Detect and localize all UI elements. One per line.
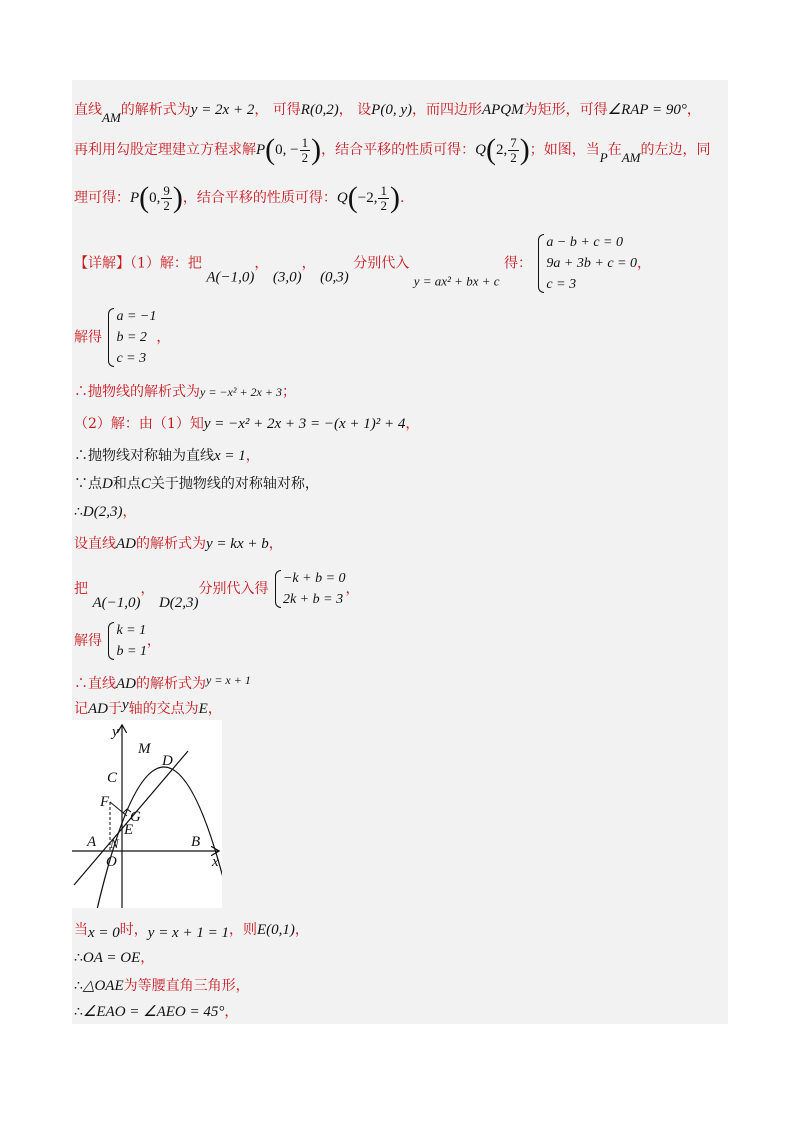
text: 轴的交点为 [128,701,199,717]
text: 的左边，同 [640,142,711,158]
text: 直线 [74,102,102,118]
text: 设直线 [74,536,116,552]
text: ，而四边形 [411,102,482,118]
math-coord: 0, [149,190,161,206]
text: 于 [108,701,122,717]
solution-line-11 [74,670,251,694]
math-line-eq: y = kx + b [206,536,269,552]
equation-system: a − b + c = 0 9a + 3b + c = 0 c = 3 [536,232,637,295]
text: ，则 [228,922,257,938]
text: 时， [119,922,148,938]
math-line-am-eq: y = 2x + 2 [190,102,255,118]
solution-line-12: 记AD于y轴的交点为E， [74,697,222,717]
math-ad: AD [116,536,136,552]
detail-tag: 【详解】 [74,255,130,272]
math-parabola-general: y = ax² + bx + c [413,273,500,289]
solution-line-7: ∴D(2,3)， [74,504,137,520]
math-coord: −2, [357,190,378,206]
analysis-line-2: 再利用勾股定理建立方程求解P(0, − $\frac{1}{2}$ )，结合平移的性质可得：Q(2, $\frac{7}{2}$ )；如图，当P在AM的左边，同 [74,133,711,166]
text: 解得 [74,329,102,346]
math-am: AM [621,150,641,165]
label-x: x [212,854,219,870]
math-line-ad: y = x + 1 [206,673,251,687]
math-q: Q [336,190,348,206]
text: . [399,190,405,206]
math-point-b: (3,0) [272,269,302,286]
fraction: $\frac{7}{2}$ [510,134,517,165]
math-point-c: (0,3) [320,269,349,286]
text: 再利用勾股定理建立方程求解 [74,142,256,158]
text: 把 [74,581,88,597]
figure-svg [72,720,222,908]
fraction: $\frac{1}{2}$ [301,134,309,165]
math-angle-rap: ∠RAP = 90° [607,102,687,118]
label-f: F [100,794,110,810]
math-point-a: A(−1,0) [206,269,255,286]
label-m: M [138,741,151,757]
text: 关于抛物线的对称轴对称， [150,476,319,492]
solution-line-1: 【详解】（1）解：把 A(−1,0)， (3,0)， (0,3) 分别代入 y = ax² + bx + c 得： a − b + c = 0 9a + 3b + c = 0 c = 3 ， [74,232,651,295]
math-point-p: P(0, y) [371,102,412,118]
math-coord: 0, − [275,142,299,158]
math-p: P [599,150,608,165]
text: 理可得： [74,190,130,206]
analysis-line-1 [74,100,701,128]
text: ；如图，当 [529,142,600,158]
label-a: A [87,834,97,850]
text: 为矩形，可得 [523,102,608,118]
math-am: AM [102,110,121,125]
equation-system: a = −1 b = 2 c = 3 [106,306,156,369]
equation-system: −k + b = 0 2k + b = 3 [273,568,346,610]
math-triangle: △OAE [82,978,124,994]
math-ad: AD [116,676,136,692]
text: ∴抛物线对称轴为直线 [74,448,214,464]
math-apqm: APQM [481,102,524,118]
fraction: $\frac{1}{2}$ [380,182,387,213]
text: （2）解：由（1）知 [74,416,204,432]
solution-line-8: 设直线AD的解析式为y = kx + b， [74,536,283,552]
math-axis: x = 1 [214,448,246,464]
math-point-e: E(0,1) [256,922,295,938]
math-c: C [140,476,151,492]
solution-line-13: 当x = 0时，y = x + 1 = 1，则E(0,1)， [74,922,309,941]
text: ，结合平移的性质可得： [321,142,476,158]
text: 当 [74,922,88,938]
fraction: $\frac{9}{2}$ [163,182,170,213]
label-e: E [124,822,134,838]
label-d: D [162,753,173,769]
text: 记 [74,701,88,717]
math-point-d: D(2,3) [82,504,123,520]
text: ∴直线 [74,676,116,692]
math-oa-oe: OA = OE [82,950,141,966]
math-vertex-form: y = −x² + 2x + 3 = −(x + 1)² + 4 [203,416,406,432]
label-y: y [112,724,119,740]
solution-line-16: ∴∠EAO = ∠AEO = 45°， [74,1004,239,1020]
label-o: O [106,854,117,870]
text: 的解析式为 [136,536,206,552]
segment-fg [110,802,127,816]
text: 分别代入得 [198,581,269,597]
math-p: P [130,190,140,206]
math-point-a: A(−1,0) [92,595,141,611]
solution-line-3: ∴抛物线的解析式为y = −x² + 2x + 3； [74,384,296,400]
text: 在 [607,142,622,158]
text: 的解析式为 [136,676,206,692]
math-e: E [198,701,208,717]
text: 为等腰直角三角形， [123,978,250,994]
solution-line-9: 把 A(−1,0)， D(2,3)分别代入得 −k + b = 0 2k + b = 3 ， [74,568,360,613]
text: 分别代入 [353,255,410,272]
analysis-line-3: 理可得：P(0, $\frac{9}{2}$ )，结合平移的性质可得：Q(−2, $\frac{1}{2}$ ). [74,181,405,214]
math-coord: 2, [495,142,508,158]
equation-system: k = 1 b = 1 [106,620,146,662]
label-c: C [107,770,118,786]
math-d: D [102,476,113,492]
math-point-d: D(2,3) [158,595,199,611]
math-x0: x = 0 [88,925,120,941]
math-ad: AD [88,701,108,717]
text: 的解析式为 [120,102,191,118]
solution-line-2: 解得 a = −1 b = 2 c = 3 ， [74,306,170,369]
solution-line-5: ∴抛物线对称轴为直线x = 1， [74,448,260,464]
text: 解得 [74,633,102,649]
text: ， 设 [338,102,372,118]
math-y: y [122,697,129,713]
math-p: P [256,142,266,158]
label-b: B [191,834,201,850]
math-angles: ∠EAO = ∠AEO = 45° [82,1004,225,1020]
text: ， [686,102,701,118]
math-q: Q [475,142,486,158]
math-point-r: R(0,2) [300,102,339,118]
text: ∴抛物线的解析式为 [74,384,200,400]
text: ∵点 [74,476,102,492]
parabola-curve [80,767,222,908]
math-parabola: y = −x² + 2x + 3 [200,385,282,399]
text: 和点 [112,476,141,492]
text: ，结合平移的性质可得： [182,190,337,206]
math-eval: y = x + 1 = 1 [147,925,229,941]
solution-line-10: 解得 k = 1 b = 1 ， [74,620,161,662]
parabola-figure [72,720,222,908]
label-n: N [110,836,119,851]
solution-line-6 [74,474,319,494]
solution-line-14: ∴OA = OE， [74,950,155,966]
text: （1）解：把 [130,255,202,272]
text: ， 可得 [254,102,301,118]
text: 得： [503,255,532,272]
label-g: G [130,809,141,825]
solution-line-4: （2）解：由（1）知y = −x² + 2x + 3 = −(x + 1)² + 4， [74,416,420,432]
solution-line-15: ∴△OAE为等腰直角三角形， [74,978,250,994]
